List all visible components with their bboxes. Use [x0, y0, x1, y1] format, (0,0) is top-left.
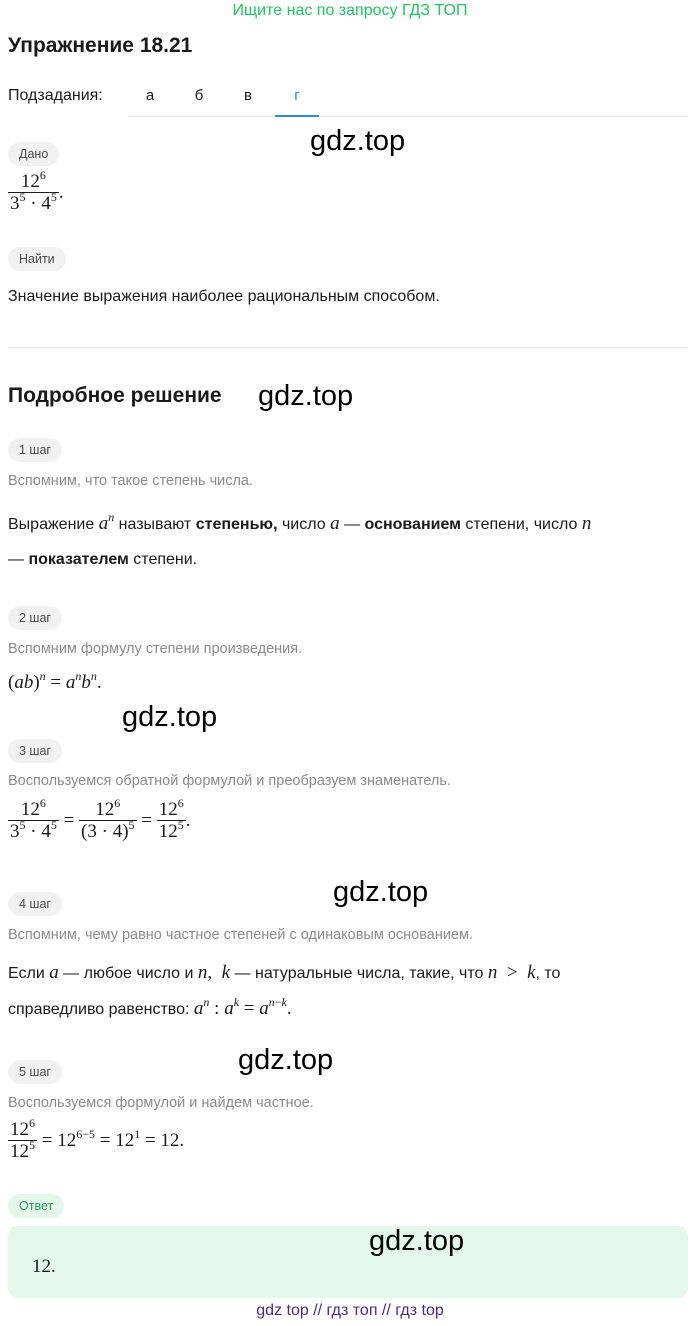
- step-4-hint: Вспомним, чему равно частное степеней с одинаковым основанием.: [8, 927, 473, 943]
- tab-b[interactable]: б: [194, 87, 204, 104]
- answer-box: [8, 1226, 688, 1298]
- tab-a[interactable]: а: [145, 87, 155, 104]
- divider: [8, 347, 688, 348]
- answer-value: 12.: [32, 1256, 56, 1277]
- watermark: gdz.top: [369, 1225, 465, 1257]
- step-5-formula: $\frac{12^6}{12^5}$ = $12^{6-5} = 12^1 = 12$.: [10, 1116, 185, 1162]
- top-banner: Ищите нас по запросу ГДЗ ТОП: [232, 2, 468, 19]
- given-expression: $\frac{12^6}{3^5 \cdot 4^5}$ .: [10, 168, 64, 214]
- step-3-hint: Воспользуемся обратной формулой и преобразуем знаменатель.: [8, 773, 451, 789]
- find-text: Значение выражения наиболее рациональным способом.: [8, 288, 440, 305]
- footer-links[interactable]: gdz top // гдз топ // гдз top: [256, 1302, 444, 1319]
- watermark: gdz.top: [258, 380, 354, 412]
- tab-v[interactable]: в: [244, 87, 252, 104]
- step-2-hint: Вспомним формулу степени произведения.: [8, 641, 303, 657]
- step-1-pill: 1 шаг: [8, 438, 62, 462]
- step-4-pill: 4 шаг: [8, 892, 62, 916]
- watermark: gdz.top: [310, 125, 406, 157]
- step-2-formula: $(ab)^n = a^nb^n$.: [8, 669, 102, 693]
- tab-g[interactable]: г: [275, 84, 319, 117]
- watermark: gdz.top: [122, 701, 218, 733]
- subtasks-label: Подзадания:: [8, 87, 103, 104]
- step-3-pill: 3 шаг: [8, 739, 62, 763]
- given-pill: Дано: [8, 142, 59, 166]
- solution-title: Подробное решение: [8, 384, 222, 407]
- step-2-pill: 2 шаг: [8, 606, 62, 630]
- step-5-hint: Воспользуемся формулой и найдем частное.: [8, 1095, 314, 1111]
- subtask-tabs: [128, 84, 688, 117]
- watermark: gdz.top: [238, 1044, 334, 1076]
- page-title: Упражнение 18.21: [8, 34, 193, 57]
- step-3-formula: $\frac{12^6}{3^5 \cdot 4^5}$ = $\frac{12^6}{(3 \cdot 4)^5}$ = $\frac{12^6}{12^5}$ .: [10, 796, 191, 842]
- find-pill: Найти: [8, 247, 66, 271]
- watermark: gdz.top: [333, 876, 429, 908]
- answer-pill: Ответ: [8, 1194, 64, 1218]
- step-1-hint: Вспомним, что такое степень числа.: [8, 473, 254, 489]
- step-4-text: Если a — любое число и n, k — натуральные числа, такие, что n > k, то справедливо равенство: $a^n$ : $a^k = a^{n-k}$.: [8, 962, 561, 1019]
- step-1-text: Выражение $a^n$ называют степенью, число a — основанием степени, число n — показателем степени.: [8, 510, 592, 568]
- step-5-pill: 5 шаг: [8, 1060, 62, 1084]
